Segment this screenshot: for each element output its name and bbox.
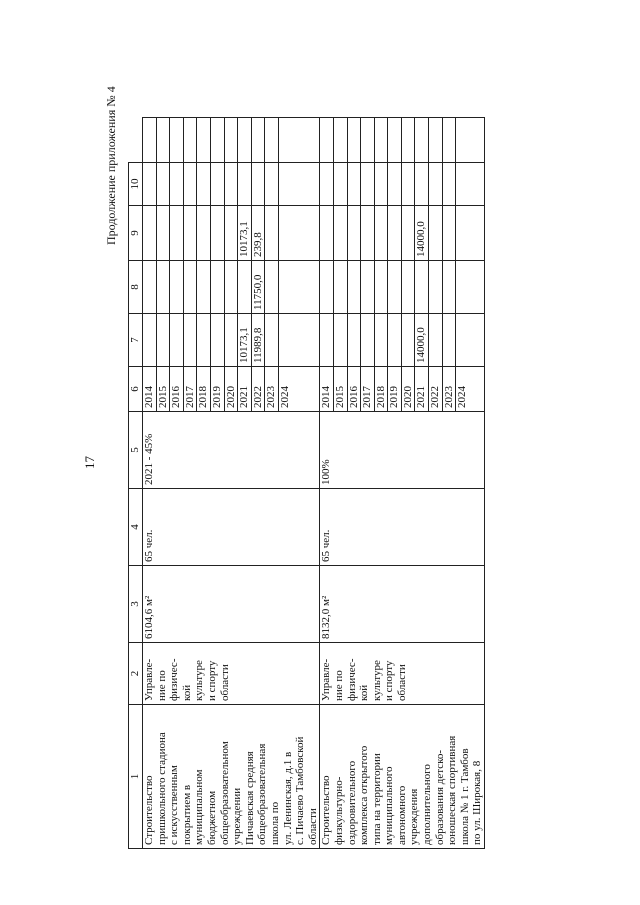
year-label: 2020 [225,367,239,411]
year-label: 2016 [170,367,184,411]
value-entry [225,206,239,260]
value-entry [375,163,389,205]
executor-cell: Управле- ние по физичес- кой культуре и спорту области [143,643,320,705]
people-cell: 65 чел. [320,489,485,566]
value-entry [265,206,279,260]
value-entry [157,206,171,260]
col-header: 8 [129,261,143,314]
year-label: 2022 [429,367,443,411]
value-entry [184,118,198,162]
value-entry [225,314,239,366]
value-cell-c9 [143,163,320,206]
appendix-title: Продолжение приложения № 4 [104,86,118,245]
value-entry [456,261,469,313]
col-header: 3 [129,566,143,643]
value-entry [443,261,457,313]
value-cell-c10 [143,118,320,163]
value-entry [238,118,252,162]
value-entry [170,118,184,162]
year-label: 2021 [238,367,252,411]
col-header: 5 [129,412,143,489]
value-entry [456,163,469,205]
year-label: 2020 [402,367,416,411]
value-entry [348,118,362,162]
value-entry [415,118,429,162]
year-label: 2024 [456,386,469,408]
header-row [129,118,143,849]
value-cell-c6 [320,314,485,367]
value-entry [279,163,292,205]
value-entry [334,261,348,313]
value-entry [361,163,375,205]
value-entry [320,314,334,366]
value-entry [170,261,184,313]
value-entry [348,314,362,366]
value-entry [320,163,334,205]
value-entry [361,314,375,366]
value-entry [279,314,292,366]
col-header: 4 [129,489,143,566]
value-entry [375,206,389,260]
value-entry [402,261,416,313]
year-label: 2019 [388,367,402,411]
value-entry [348,206,362,260]
value-entry [334,163,348,205]
value-entry [388,261,402,313]
value-entry [143,163,157,205]
year-label: 2023 [443,367,457,411]
year-label: 2014 [143,367,157,411]
value-entry [361,118,375,162]
year-label: 2015 [157,367,171,411]
value-entry [320,206,334,260]
value-entry [265,314,279,366]
value-entry [429,314,443,366]
value-entry [429,261,443,313]
col-header: 10 [129,163,143,206]
object-name-cell: Строительство пришкольного стадиона с искусственным покрытием в муниципальном бюджетном общеобразовательном учреждении Пичаевская средняя общеобразовательная школа по ул. Ленинская, д.1 в с. Пичаево Тамбовской области [143,705,320,849]
value-cell-c8 [143,206,320,261]
value-entry [279,206,292,260]
value-entry [225,118,239,162]
year-label: 2017 [184,367,198,411]
value-entry [252,118,266,162]
value-entry [238,163,252,205]
year-label: 2014 [320,367,334,411]
value-entry [334,314,348,366]
value-cell-c8 [320,206,485,261]
value-entry [184,206,198,260]
value-entry [443,206,457,260]
year-label: 2017 [361,367,375,411]
value-entry [170,314,184,366]
object-name-cell: Строительство физкультурно- оздоровительного комплекса открытого типа на территории муниципального автономного учреждения дополнительного образования детско- юношеская спортивная школа № 1 г. Тамбов по ул. Широкая, 8 [320,705,485,849]
value-entry [334,206,348,260]
value-entry: 10173,1 [238,206,252,260]
value-entry [456,314,469,366]
years-cell [143,367,320,412]
value-entry [184,261,198,313]
value-entry [211,314,225,366]
table-row [143,118,320,849]
value-entry: 10173,1 [238,314,252,366]
year-label: 2018 [197,367,211,411]
value-entry [402,163,416,205]
value-entry [211,261,225,313]
value-entry [279,261,292,313]
years-cell [320,367,485,412]
value-entry [143,118,157,162]
value-entry [375,261,389,313]
value-entry [443,314,457,366]
value-entry [456,206,469,260]
value-entry [157,163,171,205]
value-entry [157,261,171,313]
col-header: 1 [129,705,143,849]
value-entry [252,163,266,205]
value-entry [265,118,279,162]
value-entry [415,163,429,205]
value-cell-c9 [320,163,485,206]
value-entry [443,118,457,162]
value-entry [197,118,211,162]
year-label: 2022 [252,367,266,411]
value-entry [143,314,157,366]
value-entry [429,206,443,260]
value-entry [388,206,402,260]
value-entry [157,314,171,366]
people-cell: 65 чел. [143,489,320,566]
capacity-cell: 6104,6 м² [143,566,320,643]
data-table [128,117,485,849]
value-entry [225,261,239,313]
year-label: 2018 [375,367,389,411]
value-entry [320,261,334,313]
value-entry [320,118,334,162]
value-entry [456,118,469,162]
year-label: 2019 [211,367,225,411]
value-entry [143,261,157,313]
value-entry [211,118,225,162]
value-entry [402,118,416,162]
value-entry [402,314,416,366]
value-entry [225,163,239,205]
value-entry [265,261,279,313]
year-label: 2016 [348,367,362,411]
executor-cell: Управле- ние по физичес- кой культуре и спорту области [320,643,485,705]
value-entry [443,163,457,205]
value-entry [238,261,252,313]
value-entry: 11750,0 [252,261,266,313]
readiness-cell: 100% [320,412,485,489]
value-entry [361,261,375,313]
value-entry [211,206,225,260]
value-entry: 239,8 [252,206,266,260]
value-entry [170,206,184,260]
value-entry [265,163,279,205]
value-entry [375,314,389,366]
capacity-cell: 8132,0 м² [320,566,485,643]
col-header: 6 [129,367,143,412]
value-entry: 14000,0 [415,314,429,366]
table-row [320,118,485,849]
year-label: 2021 [415,367,429,411]
value-entry [388,314,402,366]
value-entry [348,261,362,313]
value-cell-c7 [320,261,485,314]
value-entry [157,118,171,162]
value-entry [279,118,292,162]
value-entry [375,118,389,162]
value-cell-c7 [143,261,320,314]
value-entry [388,163,402,205]
value-entry [197,261,211,313]
value-entry [197,163,211,205]
col-header: 2 [129,643,143,705]
value-cell-c6 [143,314,320,367]
value-entry [143,206,157,260]
value-entry [334,118,348,162]
page-number: 17 [82,456,97,469]
value-entry [348,163,362,205]
value-entry [197,314,211,366]
value-entry: 11989,8 [252,314,266,366]
col-header: 7 [129,314,143,367]
value-entry: 14000,0 [415,206,429,260]
value-entry [170,163,184,205]
value-entry [211,163,225,205]
value-entry [388,118,402,162]
col-header: 9 [129,206,143,261]
value-entry [429,118,443,162]
value-entry [429,163,443,205]
value-entry [184,314,198,366]
year-label: 2015 [334,367,348,411]
value-cell-c10 [320,118,485,163]
year-label: 2023 [265,367,279,411]
value-entry [361,206,375,260]
year-label: 2024 [278,386,291,408]
readiness-cell: 2021 - 45% [143,412,320,489]
value-entry [184,163,198,205]
value-entry [415,261,429,313]
value-entry [197,206,211,260]
value-entry [402,206,416,260]
